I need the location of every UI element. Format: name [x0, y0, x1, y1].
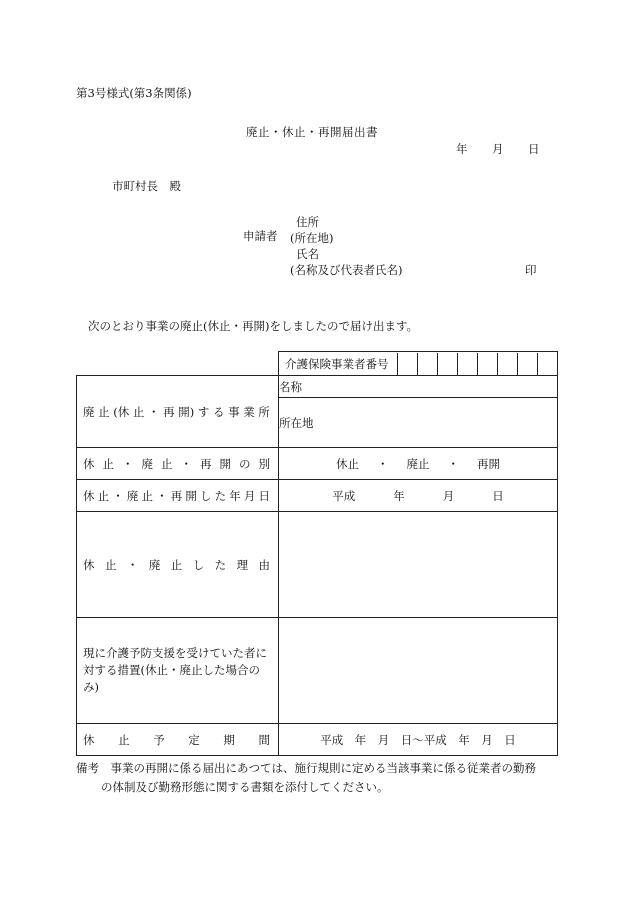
- number-box[interactable]: [478, 353, 498, 375]
- intro-text: 次のとおり事業の廃止(休止・再開)をしましたので届け出ます。: [88, 319, 419, 333]
- name-label: 氏名: [296, 247, 319, 261]
- office-label-cell: 廃 止 (休 止 ・ 再 開) す る 事 業 所: [77, 376, 279, 448]
- form-table: [76, 351, 558, 756]
- addressee: 市町村長 殿: [112, 179, 181, 193]
- number-box[interactable]: [418, 353, 438, 375]
- reason-label-cell: 休 止 ・ 廃 止 し た 理 由: [77, 512, 279, 618]
- date-month: 月: [492, 142, 504, 156]
- office-name-field[interactable]: 名称: [279, 376, 558, 398]
- number-box[interactable]: [398, 353, 418, 375]
- measures-label-cell: 現に介護予防支援を受けていた者に 対する措置(休止・廃止した場合の み): [77, 618, 279, 724]
- address-sub: (所在地): [290, 231, 334, 245]
- date-label-cell: 休 止 ・ 廃 止 ・ 再 開 し た 年 月 日: [77, 480, 279, 512]
- table-blank-corner: [77, 352, 279, 376]
- number-box[interactable]: [438, 353, 458, 375]
- form-id: 第3号様式(第3条関係): [76, 86, 192, 100]
- address-label: 住所: [296, 215, 319, 229]
- insurer-number-label: 介護保険事業者番号: [279, 353, 398, 375]
- kind-label-cell: 休 止 ・ 廃 止 ・ 再 開 の 別: [77, 448, 279, 480]
- remark-line-2: の体制及び勤務形態に関する書類を添付してください。: [101, 780, 389, 794]
- date-day: 日: [528, 142, 540, 156]
- name-sub: (名称及び代表者氏名): [290, 263, 403, 277]
- number-box[interactable]: [538, 353, 557, 375]
- measures-field[interactable]: [279, 618, 558, 724]
- date-value-cell[interactable]: 平成 年 月 日: [279, 480, 558, 512]
- period-label-cell: 休 止 予 定 期 間: [77, 724, 279, 756]
- applicant-label: 申請者: [243, 229, 278, 243]
- insurer-number-row: [279, 352, 558, 376]
- number-box[interactable]: [458, 353, 478, 375]
- document-title: 廃止・休止・再開届出書: [246, 125, 378, 139]
- remark-line-1: 備考 事業の再開に係る届出にあつては、施行規則に定める当該事業に係る従業者の勤務: [76, 761, 536, 775]
- number-box[interactable]: [518, 353, 538, 375]
- date-year: 年: [456, 142, 468, 156]
- reason-field[interactable]: [279, 512, 558, 618]
- seal-mark: 印: [525, 263, 537, 277]
- period-value-cell[interactable]: 平成 年 月 日～平成 年 月 日: [279, 724, 558, 756]
- number-box[interactable]: [498, 353, 518, 375]
- kind-value-cell[interactable]: 休止 ・ 廃止 ・ 再開: [279, 448, 558, 480]
- office-address-field[interactable]: 所在地: [279, 398, 558, 448]
